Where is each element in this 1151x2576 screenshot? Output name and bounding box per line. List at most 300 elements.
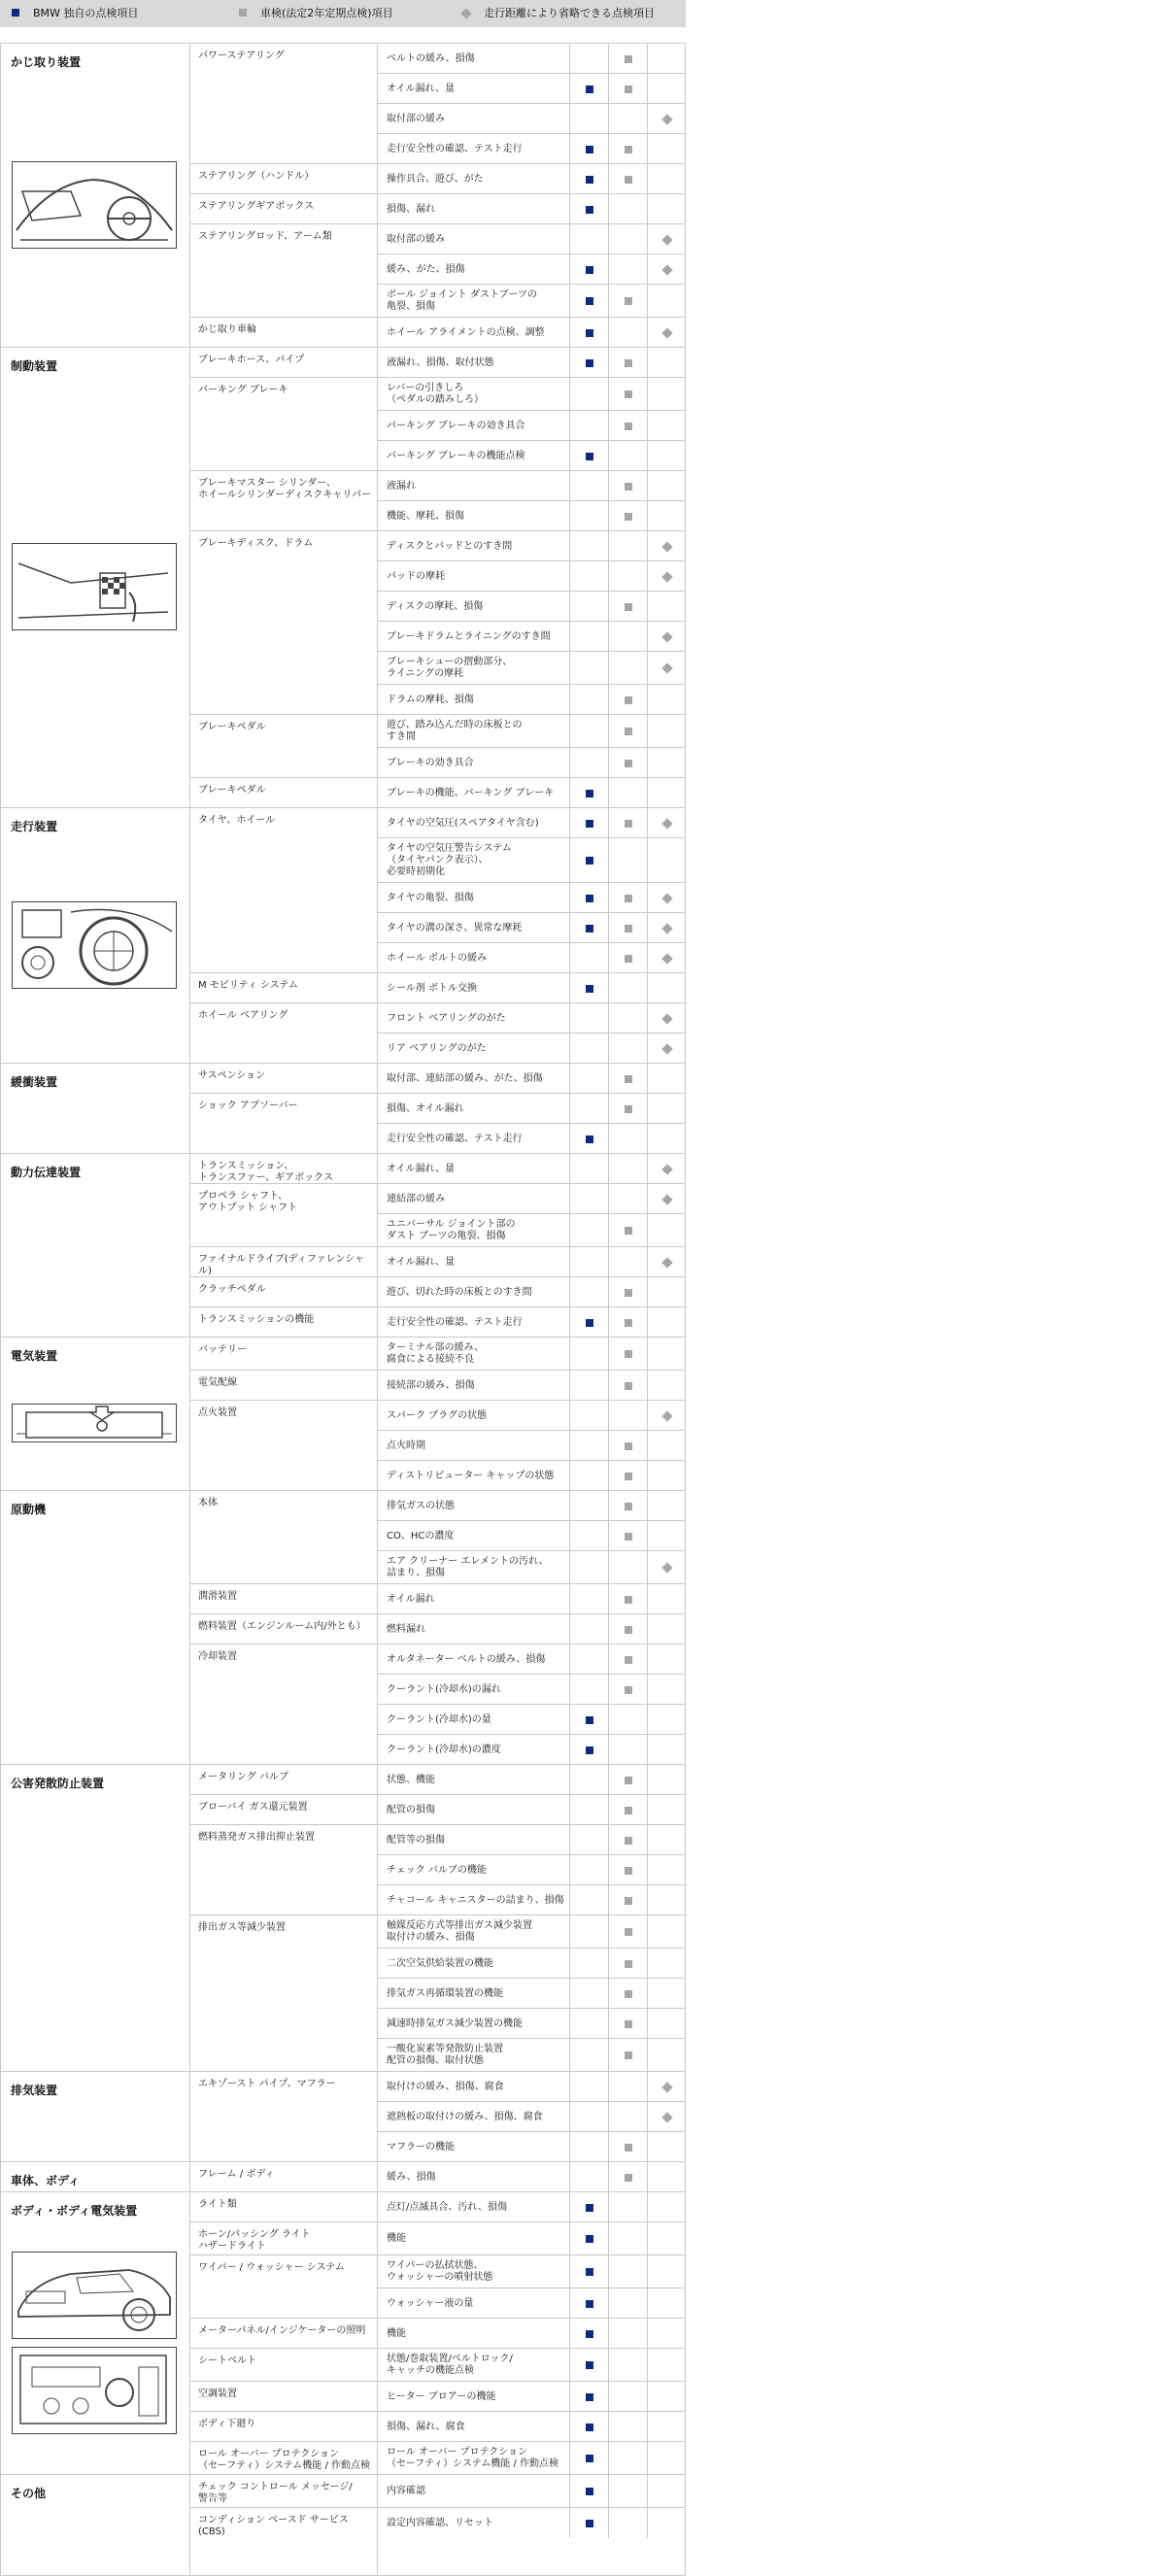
table-row xyxy=(377,1246,686,1277)
mark-cell-skip xyxy=(647,74,687,104)
mark-cell-bmw xyxy=(569,134,609,164)
section-block xyxy=(0,2161,189,2192)
table-row xyxy=(377,223,686,254)
table-row xyxy=(377,2474,686,2508)
component-name: ブレーキホース、パイプ xyxy=(198,355,305,365)
check-item-text: チェック バルブの機能 xyxy=(387,1865,487,1876)
component-name: サスペンション xyxy=(198,1070,266,1081)
mark-cell-skip xyxy=(647,1034,687,1064)
mark-cell-bmw xyxy=(569,2288,609,2319)
mark-cell-bmw xyxy=(569,1644,609,1675)
mark-cell-bmw xyxy=(569,531,609,561)
component-group xyxy=(189,377,377,471)
mark-cell-skip xyxy=(647,652,687,685)
mark-cell-skip xyxy=(647,1247,687,1277)
table-row xyxy=(377,1704,686,1735)
mark-cell-skip xyxy=(647,1915,687,1949)
check-item-text: ディストリビューター キャップの状態 xyxy=(387,1471,555,1481)
component-name: クラッチペダル xyxy=(198,1284,266,1295)
component-group xyxy=(189,777,377,808)
check-item-text: ブレーキシューの摺動部分、 ライニングの摩耗 xyxy=(387,657,513,679)
mark-cell-skip xyxy=(647,224,687,254)
gray-diamond-icon xyxy=(460,8,471,18)
component-group xyxy=(189,1915,377,2072)
mark-cell-shaken xyxy=(608,2475,648,2508)
component-group xyxy=(189,2381,377,2412)
mark-cell-shaken xyxy=(608,1431,648,1461)
mark-cell-bmw xyxy=(569,652,609,685)
table-row xyxy=(377,591,686,622)
gray-square-icon xyxy=(625,2051,632,2059)
check-item-text: 設定内容確認、リセット xyxy=(387,2518,493,2528)
table-row xyxy=(377,684,686,715)
gray-diamond-icon xyxy=(661,1257,672,1268)
component-name: 燃料蒸発ガス排出抑止装置 xyxy=(198,1832,315,1843)
mark-cell-shaken xyxy=(608,2072,648,2102)
mark-cell-skip xyxy=(647,164,687,194)
mark-cell-bmw xyxy=(569,1401,609,1431)
gray-diamond-icon xyxy=(661,1043,672,1054)
gray-square-icon xyxy=(625,1382,632,1390)
gray-square-icon xyxy=(625,423,632,430)
car-body-image xyxy=(12,2252,177,2339)
mark-cell-skip xyxy=(647,2349,687,2382)
mark-cell-shaken xyxy=(608,2132,648,2162)
table-row xyxy=(377,43,686,74)
mark-cell-bmw xyxy=(569,1614,609,1644)
gray-square-icon xyxy=(625,1807,632,1814)
mark-cell-bmw xyxy=(569,1461,609,1491)
mark-cell-shaken xyxy=(608,913,648,943)
check-item-text: ディスクの摩耗、損傷 xyxy=(387,601,484,612)
gray-diamond-icon xyxy=(661,2112,672,2122)
component-name: 点火装置 xyxy=(198,1407,237,1418)
mark-cell-shaken xyxy=(608,592,648,622)
mark-cell-shaken xyxy=(608,1885,648,1915)
mark-cell-bmw xyxy=(569,1064,609,1094)
check-item-text: マフラーの機能 xyxy=(387,2142,455,2152)
component-name: パワーステアリング xyxy=(198,51,285,61)
table-row xyxy=(377,2071,686,2102)
section-title: 電気装置 xyxy=(11,1349,58,1363)
mark-cell-bmw xyxy=(569,1705,609,1735)
check-item-text: ホイール ボルトの緩み xyxy=(387,953,487,964)
mark-cell-skip xyxy=(647,1064,687,1094)
table-row xyxy=(377,2008,686,2039)
table-row xyxy=(377,1033,686,1064)
table-row xyxy=(377,2101,686,2132)
mark-cell-shaken xyxy=(608,973,648,1003)
check-item-text: ブレーキの機能、パーキング ブレーキ xyxy=(387,788,555,798)
gray-square-icon xyxy=(625,1350,632,1358)
mark-cell-shaken xyxy=(608,1371,648,1401)
table-row xyxy=(377,163,686,194)
mark-cell-skip xyxy=(647,1094,687,1124)
mark-cell-shaken xyxy=(608,1247,648,1277)
mark-cell-bmw xyxy=(569,1034,609,1064)
check-item-text: ドラムの摩耗、損傷 xyxy=(387,695,474,705)
table-row xyxy=(377,317,686,348)
component-group xyxy=(189,1764,377,1795)
mark-cell-skip xyxy=(647,883,687,913)
check-item-text: 損傷、漏れ xyxy=(387,204,435,215)
brake-pedal-image xyxy=(12,543,177,630)
component-name: ブローバイ ガス還元装置 xyxy=(198,1802,308,1813)
mark-cell-shaken xyxy=(608,1094,648,1124)
gray-diamond-icon xyxy=(661,953,672,964)
section-title: その他 xyxy=(11,2487,47,2500)
mark-cell-bmw xyxy=(569,1124,609,1154)
component-name: ステアリングロッド、アーム類 xyxy=(198,231,332,242)
mark-cell-bmw xyxy=(569,592,609,622)
component-group xyxy=(189,1490,377,1584)
check-item-text: クーラント(冷却水)の濃度 xyxy=(387,1745,501,1755)
mark-cell-bmw xyxy=(569,561,609,592)
check-item-text: ヒーター ブロアーの機能 xyxy=(387,2391,496,2402)
component-name: ブレーキマスター シリンダー、 ホイールシリンダーディスクキャリパー xyxy=(198,478,372,500)
check-item-text: 接続部の緩み、損傷 xyxy=(387,1380,475,1391)
blue-square-icon xyxy=(586,2204,593,2212)
check-item-text: 機能 xyxy=(387,2328,406,2339)
mark-cell-bmw xyxy=(569,913,609,943)
check-item-text: シール剤 ボトル交換 xyxy=(387,983,477,994)
check-item-text: 操作具合、遊び、がた xyxy=(387,174,484,185)
component-group xyxy=(189,2071,377,2162)
table-row xyxy=(377,1400,686,1431)
check-item-text: 連結部の緩み xyxy=(387,1194,445,1204)
table-row xyxy=(377,500,686,531)
mark-cell-shaken xyxy=(608,838,648,883)
section-title: ボディ・ボディ電気装置 xyxy=(11,2204,138,2218)
check-item-text: 二次空気供給装置の機能 xyxy=(387,1958,493,1969)
mark-cell-shaken xyxy=(608,1214,648,1247)
mark-cell-skip xyxy=(647,2382,687,2412)
blue-square-icon xyxy=(586,1716,593,1724)
blue-square-icon xyxy=(586,146,593,153)
check-item-text: 液漏れ xyxy=(387,481,416,491)
legend-label-bmw: BMW 独自の点検項目 xyxy=(33,7,139,19)
mark-cell-bmw xyxy=(569,838,609,883)
gray-square-icon xyxy=(625,1503,632,1510)
mark-cell-shaken xyxy=(608,1491,648,1521)
mark-cell-skip xyxy=(647,2162,687,2192)
check-item-text: ワイパーの払拭状態、 ウォッシャーの噴射状態 xyxy=(387,2260,493,2283)
component-group xyxy=(189,972,377,1003)
gray-square-icon xyxy=(625,603,632,611)
mark-cell-shaken xyxy=(608,378,648,411)
check-item-text: クーラント(冷却水)の漏れ xyxy=(387,1684,501,1695)
component-name: 電気配線 xyxy=(198,1377,237,1388)
gray-square-icon xyxy=(625,1777,632,1784)
blue-square-icon xyxy=(586,790,593,797)
mark-cell-shaken xyxy=(608,254,648,285)
blue-square-icon xyxy=(586,329,593,337)
mark-cell-bmw xyxy=(569,1765,609,1795)
gray-square-icon xyxy=(625,1075,632,1083)
mark-cell-bmw xyxy=(569,254,609,285)
mark-cell-skip xyxy=(647,471,687,501)
component-name: ステアリング（ハンドル） xyxy=(198,171,315,182)
mark-cell-bmw xyxy=(569,2102,609,2132)
check-item-text: 排気ガスの状態 xyxy=(387,1501,455,1511)
gray-square-icon xyxy=(625,1473,632,1480)
table-row xyxy=(377,1613,686,1644)
mark-cell-shaken xyxy=(608,1705,648,1735)
mark-cell-bmw xyxy=(569,2349,609,2382)
check-item-text: 機能 xyxy=(387,2233,406,2244)
mark-cell-bmw xyxy=(569,2222,609,2255)
mark-cell-skip xyxy=(647,2255,687,2288)
blue-square-icon xyxy=(586,1746,593,1754)
mark-cell-bmw xyxy=(569,1247,609,1277)
mark-cell-shaken xyxy=(608,1154,648,1184)
table-row xyxy=(377,1093,686,1124)
check-item-text: 点火時期 xyxy=(387,1441,425,1451)
mark-cell-shaken xyxy=(608,685,648,715)
table-row xyxy=(377,2288,686,2319)
check-item-text: 取付けの緩み、損傷、腐食 xyxy=(387,2082,504,2092)
table-row xyxy=(377,1978,686,2009)
table-row xyxy=(377,133,686,164)
mark-cell-shaken xyxy=(608,164,648,194)
gray-square-icon xyxy=(239,9,247,17)
mark-cell-skip xyxy=(647,592,687,622)
check-item-text: 取付部の緩み xyxy=(387,114,445,124)
gray-square-icon xyxy=(625,2174,632,2182)
component-name: 潤滑装置 xyxy=(198,1591,237,1602)
mark-cell-skip xyxy=(647,378,687,411)
component-name: ワイパー / ウォッシャー システム xyxy=(198,2262,345,2273)
mark-cell-skip xyxy=(647,1795,687,1825)
mark-cell-shaken xyxy=(608,1277,648,1307)
component-group xyxy=(189,1644,377,1765)
component-name: ホイール ベアリング xyxy=(198,1010,288,1021)
mark-cell-skip xyxy=(647,1124,687,1154)
blue-square-icon xyxy=(586,2520,593,2527)
component-name: ライト類 xyxy=(198,2199,237,2210)
table-row xyxy=(377,912,686,943)
section-title: 排気装置 xyxy=(11,2084,58,2097)
mark-cell-shaken xyxy=(608,471,648,501)
mark-cell-skip xyxy=(647,778,687,808)
check-item-text: 損傷、オイル漏れ xyxy=(387,1103,464,1114)
table-row xyxy=(377,2318,686,2349)
mark-cell-skip xyxy=(647,973,687,1003)
mark-cell-skip xyxy=(647,194,687,224)
mark-cell-shaken xyxy=(608,2319,648,2349)
steering-wheel-image xyxy=(12,161,177,249)
mark-cell-bmw xyxy=(569,778,609,808)
mark-cell-skip xyxy=(647,1551,687,1584)
mark-cell-shaken xyxy=(608,1644,648,1675)
mark-cell-skip xyxy=(647,1825,687,1855)
component-name: M モビリティ システム xyxy=(198,980,298,991)
component-name: パーキング ブレーキ xyxy=(198,385,288,395)
mark-cell-shaken xyxy=(608,652,648,685)
mark-cell-skip xyxy=(647,2102,687,2132)
component-group xyxy=(189,807,377,973)
mark-cell-bmw xyxy=(569,883,609,913)
component-name: バッテリー xyxy=(198,1344,247,1355)
check-item-text: クーラント(冷却水)の量 xyxy=(387,1714,491,1725)
gray-diamond-icon xyxy=(661,818,672,829)
check-item-text: 燃料漏れ xyxy=(387,1624,425,1635)
section-block xyxy=(0,1063,189,1154)
gray-square-icon xyxy=(625,820,632,828)
check-item-text: 遊び、踏み込んだ時の床板との すき間 xyxy=(387,720,523,742)
mark-cell-shaken xyxy=(608,778,648,808)
mark-cell-skip xyxy=(647,1584,687,1614)
mark-cell-bmw xyxy=(569,1885,609,1915)
mark-cell-bmw xyxy=(569,2412,609,2442)
mark-cell-bmw xyxy=(569,748,609,778)
mark-cell-bmw xyxy=(569,1003,609,1034)
table-row xyxy=(377,714,686,748)
gray-square-icon xyxy=(625,1867,632,1875)
mark-cell-skip xyxy=(647,2009,687,2039)
mark-cell-skip xyxy=(647,44,687,74)
mark-cell-bmw xyxy=(569,224,609,254)
check-item-text: レバーの引きしろ （ペダルの踏みしろ） xyxy=(387,383,484,405)
check-item-text: ディスクとパッドとのすき間 xyxy=(387,541,513,552)
check-item-text: CO、HCの濃度 xyxy=(387,1531,455,1542)
mark-cell-shaken xyxy=(608,1825,648,1855)
component-name: 排出ガス等減少装置 xyxy=(198,1922,286,1933)
mark-cell-shaken xyxy=(608,1307,648,1338)
mark-cell-skip xyxy=(647,748,687,778)
component-name: ロール オーバー プロテクション （セーフティ）システム機能 / 作動点検 xyxy=(198,2449,371,2471)
check-item-text: タイヤの空気圧警告システム （タイヤパンク表示）、 必要時初期化 xyxy=(387,843,512,877)
gray-diamond-icon xyxy=(661,234,672,245)
mark-cell-shaken xyxy=(608,1735,648,1765)
mark-cell-shaken xyxy=(608,2288,648,2319)
gray-square-icon xyxy=(625,728,632,735)
mark-cell-bmw xyxy=(569,164,609,194)
check-item-text: オイル漏れ、量 xyxy=(387,84,456,94)
component-name: 本体 xyxy=(198,1498,218,1508)
mark-cell-bmw xyxy=(569,2255,609,2288)
gray-square-icon xyxy=(625,1837,632,1845)
component-group xyxy=(189,470,377,531)
mark-cell-bmw xyxy=(569,1491,609,1521)
check-item-text: 触媒反応方式等排出ガス減少装置 取付けの緩み、損傷 xyxy=(387,1920,532,1943)
mark-cell-bmw xyxy=(569,973,609,1003)
mark-cell-skip xyxy=(647,1277,687,1307)
gray-square-icon xyxy=(625,85,632,93)
check-item-text: ロール オーバー プロテクション （セーフティ）システム機能 / 作動点検 xyxy=(387,2447,559,2469)
mark-cell-skip xyxy=(647,1214,687,1247)
check-item-text: チャコール キャニスターの詰まり、損傷 xyxy=(387,1895,564,1906)
mark-cell-shaken xyxy=(608,2039,648,2072)
blue-square-icon xyxy=(586,857,593,864)
mark-cell-skip xyxy=(647,1765,687,1795)
component-group xyxy=(189,2191,377,2222)
mark-cell-shaken xyxy=(608,1855,648,1885)
gray-square-icon xyxy=(625,297,632,305)
blue-square-icon xyxy=(586,266,593,274)
blue-square-icon xyxy=(586,2423,593,2431)
mark-cell-skip xyxy=(647,2412,687,2442)
mark-cell-bmw xyxy=(569,808,609,838)
component-name: ショック アブソーバー xyxy=(198,1101,298,1111)
table-row xyxy=(377,1153,686,1184)
mark-cell-bmw xyxy=(569,1521,609,1551)
gray-square-icon xyxy=(625,1928,632,1936)
check-item-text: 減速時排気ガス減少装置の機能 xyxy=(387,2018,523,2029)
gray-square-icon xyxy=(625,1596,632,1604)
table-row xyxy=(377,1550,686,1584)
check-item-text: ブレーキの効き具合 xyxy=(387,758,474,768)
mark-cell-bmw xyxy=(569,1431,609,1461)
check-item-text: リア ベアリングのがた xyxy=(387,1043,487,1054)
table-row xyxy=(377,837,686,883)
table-row xyxy=(377,73,686,104)
mark-cell-skip xyxy=(647,2192,687,2222)
blue-square-icon xyxy=(586,85,593,93)
mark-cell-bmw xyxy=(569,1277,609,1307)
section-title: 動力伝達装置 xyxy=(11,1166,82,1179)
mark-cell-shaken xyxy=(608,1979,648,2009)
mark-cell-bmw xyxy=(569,194,609,224)
mark-cell-shaken xyxy=(608,1003,648,1034)
gray-diamond-icon xyxy=(661,1562,672,1573)
mark-cell-shaken xyxy=(608,883,648,913)
mark-cell-bmw xyxy=(569,378,609,411)
mark-cell-shaken xyxy=(608,348,648,378)
mark-cell-shaken xyxy=(608,531,648,561)
mark-cell-skip xyxy=(647,441,687,471)
table-row xyxy=(377,1430,686,1461)
check-item-text: パーキング ブレーキの機能点検 xyxy=(387,451,525,461)
component-group xyxy=(189,1824,377,1915)
legend-label-shaken: 車検(法定2年定期点検)項目 xyxy=(260,7,393,19)
mark-cell-skip xyxy=(647,1855,687,1885)
component-name: メータリング バルブ xyxy=(198,1772,288,1782)
table-row xyxy=(377,621,686,652)
mark-cell-bmw xyxy=(569,2475,609,2508)
table-row xyxy=(377,2507,686,2538)
gray-square-icon xyxy=(625,55,632,63)
component-name: シートベルト xyxy=(198,2356,256,2366)
component-name: ブレーキペダル xyxy=(198,785,266,796)
table-row xyxy=(377,1276,686,1307)
table-row xyxy=(377,1824,686,1855)
section-title: かじ取り装置 xyxy=(11,55,82,69)
blue-square-icon xyxy=(586,895,593,902)
table-row xyxy=(377,1370,686,1401)
component-group xyxy=(189,1370,377,1401)
component-name: プロペラ シャフト、 アウトプット シャフト xyxy=(198,1191,297,1213)
mark-cell-bmw xyxy=(569,1551,609,1584)
check-item-text: 点灯/点滅具合、汚れ、損傷 xyxy=(387,2202,507,2213)
mark-cell-shaken xyxy=(608,1064,648,1094)
mark-cell-skip xyxy=(647,1307,687,1338)
mark-cell-bmw xyxy=(569,1915,609,1949)
section-title: 車体、ボディ xyxy=(11,2174,81,2187)
mark-cell-bmw xyxy=(569,285,609,318)
table-row xyxy=(377,972,686,1003)
gray-square-icon xyxy=(625,359,632,367)
mark-cell-bmw xyxy=(569,104,609,134)
mark-cell-shaken xyxy=(608,2222,648,2255)
mark-cell-bmw xyxy=(569,1214,609,1247)
gray-square-icon xyxy=(625,1533,632,1541)
mark-cell-shaken xyxy=(608,715,648,748)
table-divider-group xyxy=(377,43,378,2576)
table-divider-section xyxy=(189,43,190,2576)
table-row xyxy=(377,1520,686,1551)
blue-square-icon xyxy=(12,9,19,17)
